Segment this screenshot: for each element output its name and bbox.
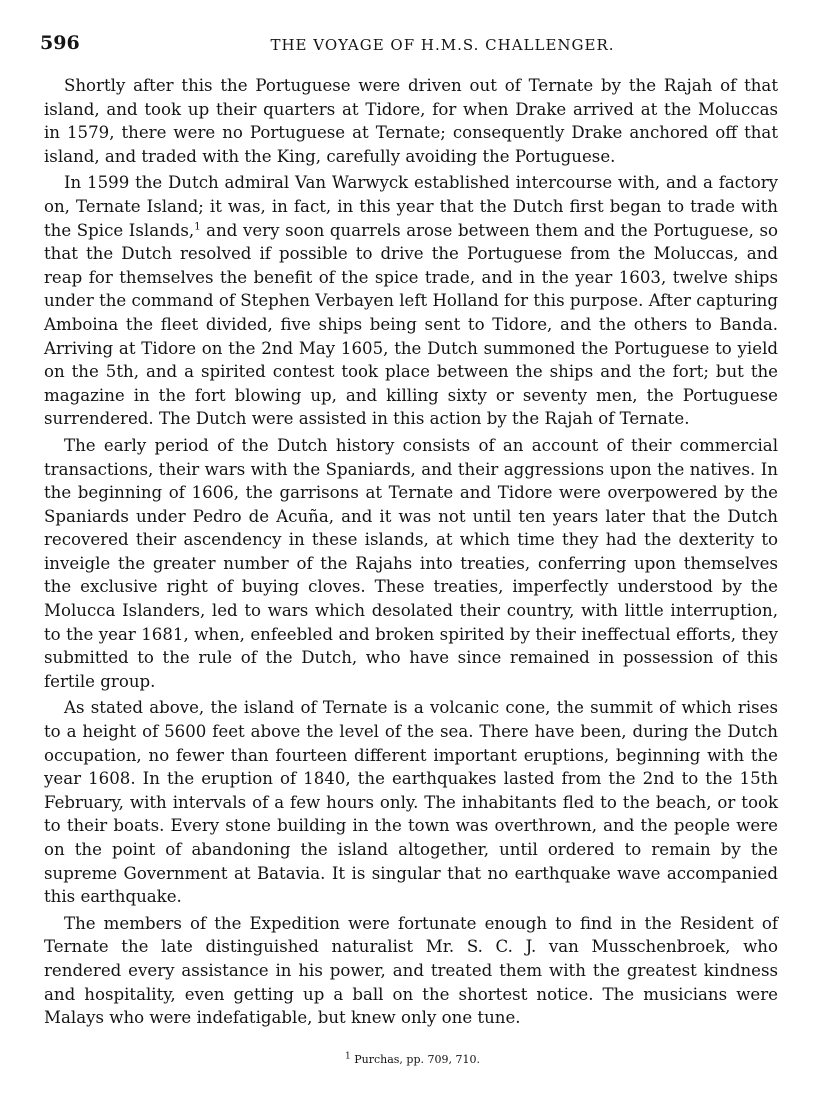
paragraph-text: and very soon quarrels arose between them and the Portuguese, so that the Dutch resolved if possible to drive the Portuguese from the Moluccas, and reap for themselves the benefit of the spice trade, and in the year 1603, twelve ships under the command of Stephen Verbayen left Holland for this purpose. After capturing Amboina the fleet divided, five ships being sent to Tidore, and the others to Banda. Arriving at Tidore on the 2nd May 1605, the Dutch summoned the Portuguese to yield on the 5th, and a spirited contest took place between the ships and the fort; but the magazine in the fort blowing up, and killing sixty or seventy men, the Portuguese surrendered. The Dutch were assisted in this action by the Rajah of Ternate. — [44, 220, 778, 429]
paragraph-text: In 1599 the Dutch admiral Van Warwyck established intercourse with, and a factory on, Ternate Island; it was, in fact, in this year that the Dutch first began to trade with the Spice Islands, — [44, 173, 778, 240]
running-head — [0, 36, 825, 54]
paragraph-dutch-history: The early period of the Dutch history consists of an account of their commercial transactions, their wars with the Spaniards, and their aggressions upon the natives. In the beginning of 1606, the garrisons at Ternate and Tidore were overpowered by the Spaniards under Pedro de Acuña, and it was not until ten years later that the Dutch recovered their ascendency in these islands, at which time they had the dexterity to inveigle the greater number of the Rajahs into treaties, conferring upon themselves the exclusive right of buying cloves. These treaties, imperfectly understood by the Molucca Islanders, led to wars which desolated their country, with little interruption, to the year 1681, when, enfeebled and broken spirited by their ineffectual efforts, they submitted to the rule of the Dutch, who have since remained in possession of this fertile group. — [44, 435, 778, 691]
paragraph-dutch-arrival — [44, 171, 778, 431]
paragraph-volcanic-eruptions: As stated above, the island of Ternate is a volcanic cone, the summit of which rises to a height of 5600 feet above the level of the sea. There have been, during the Dutch occupation, no fewer than fourteen different important eruptions, beginning with the year 1608. In the eruption of 1840, the earthquakes lasted from the 2nd to the 15th February, with intervals of a few hours only. The inhabitants fled to the beach, or took to their boats. Every stone building in the town was overthrown, and the people were on the point of abandoning the island altogether, until ordered to remain by the supreme Government at Batavia. It is singular that no earthquake wave accompanied this earthquake. — [44, 698, 778, 907]
page-number: 596 — [40, 32, 80, 54]
paragraph-portuguese-expelled: Shortly after this the Portuguese were driven out of Ternate by the Rajah of that island, and took up their quarters at Tidore, for when Drake arrived at the Moluccas in 1579, there were no Portuguese at Ternate; consequently Drake anchored off that island, and traded with the King, carefully avoiding the Portuguese. — [44, 76, 778, 166]
footnote — [0, 1053, 825, 1066]
body-text — [44, 74, 778, 1033]
footnote-marker: 1 — [194, 221, 201, 233]
footnote-text: Purchas, pp. 709, 710. — [350, 1053, 480, 1066]
footnote-number: 1 — [345, 1051, 351, 1062]
paragraph-expedition-resident: The members of the Expedition were fortunate enough to find in the Resident of Ternate the late distinguished naturalist Mr. S. C. J. van Musschenbroek, who rendered every assistance in his power, and treated them with the greatest kindness and hospitality, even getting up a ball on the shortest notice. The musicians were Malays who were indefatigable, but knew only one tune. — [44, 913, 778, 1028]
running-head-title: THE VOYAGE OF H.M.S. CHALLENGER. — [270, 36, 615, 54]
